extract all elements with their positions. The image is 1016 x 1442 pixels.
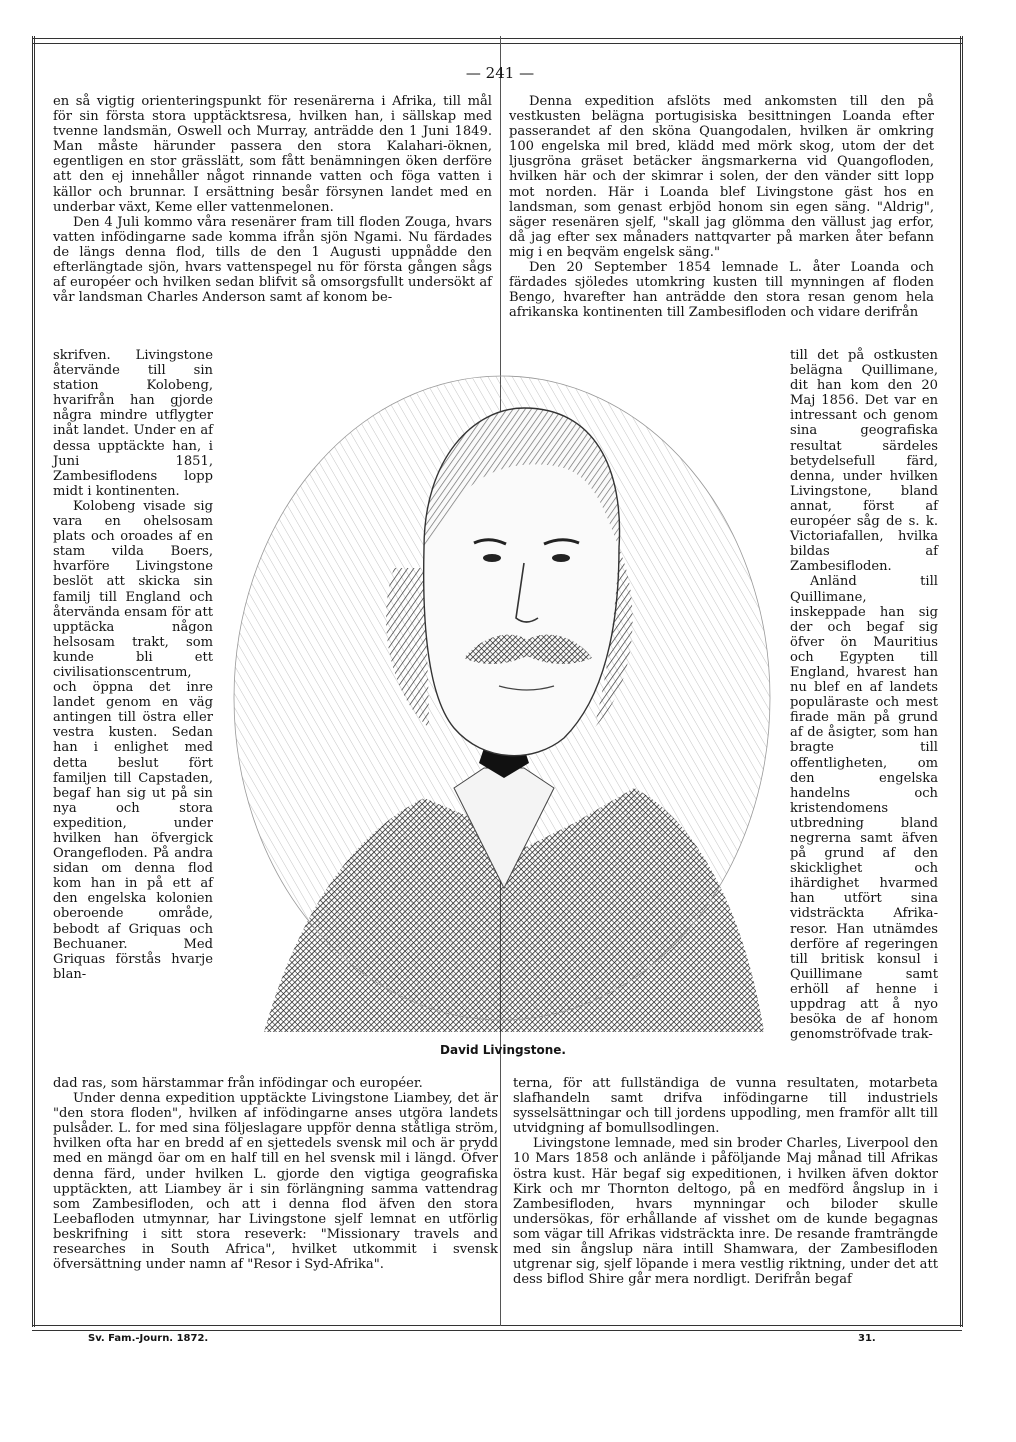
paragraph: Den 20 September 1854 lemnade L. åter Loanda och färdades sjöledes utomkring kusten till mynningen af floden Bengo, hvarefter han anträdde den stora resan genom hela afrikanska kontinenten till Zambesifloden och vidare derifrån: [509, 260, 934, 321]
paragraph: Anländ till Quillimane, inskeppade han sig der och begaf sig öfver ön Mauritius och Egypten till England, hvarest han nu blef en af landets populäraste och mest firade män på grund af de åsigter, som han bragte till offentligheten, om den engelska handelns och kristendomens utbredning bland negrerna samt äfven på grund af den skicklighet och ihärdighet hvarmed han utfört sina vidsträckta Afrika-resor. Han utnämdes derföre af regeringen till britisk konsul i Quillimane samt erhöll af henne i uppdrag att å nyo besöka de af honom genomströfvade trak-: [790, 574, 938, 1043]
journal-footer: Sv. Fam.-Journ. 1872.: [88, 1333, 209, 1344]
paragraph: skrifven. Livingstone återvände till sin station Kolobeng, hvarifrån han gjorde några mindre utflygter inåt landet. Under en af dessa upptäckte han, i Juni 1851, Zambesiflodens lopp midt i kontinenten.: [53, 348, 213, 499]
left-column-bottom: [53, 1076, 498, 1272]
paragraph: terna, för att fullständiga de vunna resultaten, motarbeta slafhandeln samt drifva infödingarne till industriels sysselsättningar och till jordens uppodling, men framför allt till utvidgning af bomullsodlingen.: [513, 1076, 938, 1137]
eye-right: [552, 554, 570, 562]
paragraph: dad ras, som härstammar från infödingar och européer.: [53, 1076, 423, 1091]
right-wrap-text: [790, 348, 938, 1042]
page-number: — 241 —: [465, 64, 535, 82]
paragraph: till det på ostkusten belägna Quillimane, dit han kom den 20 Maj 1856. Det var en intressant och genom sina geografiska resultat särdeles betydelsefull färd, denna, under hvilken Livingstone, bland annat, först af européer såg de s. k. Victoriafallen, hvilka bildas af Zambesifloden.: [790, 348, 938, 575]
eye-left: [483, 554, 501, 562]
right-column-top: [509, 94, 934, 320]
bottom-rule: [32, 1325, 962, 1331]
signature-number: 31.: [858, 1333, 876, 1344]
top-rule: [32, 38, 962, 44]
figure-caption: David Livingstone.: [440, 1043, 566, 1057]
paragraph: Den 4 Juli kommo våra resenärer fram till floden Zouga, hvars vatten infödingarne sade komma ifrån sjön Ngami. Nu färdades de längs denna flod, tills de den 1 Augusti uppnådde den efterlängtade sjön, hvars vattenspegel nu för första gången sågs af européer och hvilken sedan blifvit så omsorgsfullt undersökt af vår landsman Charles Anderson samt af konom be-: [53, 214, 492, 306]
paragraph: Kolobeng visade sig vara en ohelsosam plats och oroades af en stam vilda Boers, hvarföre Livingstone beslöt att skicka sin familj till England och återvända ensam för att upptäcka någon helsosam trakt, som kunde bli ett civilisationscentrum, och öppna det inre landet genom en väg antingen till östra eller vestra kusten. Sedan han i enlighet med detta beslut fört familjen till Capstaden, begaf han sig ut på sin nya och stora expedition, under hvilken han öfvergick Orangefloden. På andra sidan om denna flod kom han in på ett af den engelska kolonien oberoende område, bebodt af Griquas och Bechuaner. Med Griquas förstås hvarje blan-: [53, 498, 213, 982]
right-column-bottom: [513, 1076, 938, 1287]
paragraph: Denna expedition afslöts med ankomsten till den på vestkusten belägna portugisiska besittningen Loanda efter passerandet af den sköna Quangodalen, hvilken är omkring 100 engelska mil bred, klädd med mörk skog, utom der det ljusgröna gräset betäcker ängsmarkerna vid Quangofloden, hvilken här och der skimrar i solen, der den vänder sitt lopp mot norden. Här i Loanda blef Livingstone gäst hos en landsman, som genast erbjöd honom sin egen säng. "Aldrig", säger resenären sjelf, "skall jag glömma den vällust jag erfor, då jag efter sex månaders nattqvarter på marken åter befann mig i en beqväm engelsk säng.": [509, 94, 934, 260]
paragraph: Under denna expedition upptäckte Livingstone Liambey, det är "den stora floden", hvilken af infödingarne anses utgöra landets pulsåder. L. for med sina följeslagare uppför denna ståtliga ström, hvilken ofta har en bredd af en sjettedels svensk mil och är prydd med en mängd öar om en half till en hel svensk mil i längd. Öfver denna färd, under hvilken L. gjorde den vigtiga geografiska upptäckten, att Liambey är i sin förlängning samma vattendrag som Zambesifloden, och att i denna flod äfven den stora Leebafloden utmynnar, har Livingstone sjelf lemnat en utförlig beskrifning i sitt stora reseverk: "Missionary travels and researches in South Africa", hvilket utkommit i svensk öfversättning under namn af "Resor i Syd-Afrika".: [53, 1091, 498, 1273]
portrait-engraving: [224, 368, 780, 1032]
paragraph: Livingstone lemnade, med sin broder Charles, Liverpool den 10 Mars 1858 och anlände i påföljande Maj månad till Afrikas östra kust. Här begaf sig expeditionen, i hvilken äfven doktor Kirk och mr Thornton deltogo, på en medförd ångslup in i Zambesifloden, hvars mynningar och biloder skulle undersökas, för erhållande af visshet om de kunde begagnas som vägar till Afrikas vidsträckta inre. De resande framträngde med sin ångslup nära intill Shamwara, der Zambesifloden utgrenar sig, sjelf löpande i mera vestlig riktning, under det att dess biflod Shire går mera nordligt. Derifrån begaf: [513, 1136, 938, 1288]
left-column-top: [53, 94, 492, 305]
paragraph: en så vigtig orienteringspunkt för resenärerna i Afrika, till mål för sin första stora upptäcktsresa, hvilken han, i sällskap med tvenne landsmän, Oswell och Murray, anträdde den 1 Juni 1849. Man måste härunder passera den stora Kalahari-öknen, egentligen en stor grässlätt, som fått benämningen öken derföre att den ej innehåller något rinnande vatten och föga vatten i källor och brunnar. I ersättning besår försynen landet med en underbar växt, Keme eller vattenmelonen.: [53, 94, 492, 215]
left-wrap-text: [53, 348, 213, 982]
